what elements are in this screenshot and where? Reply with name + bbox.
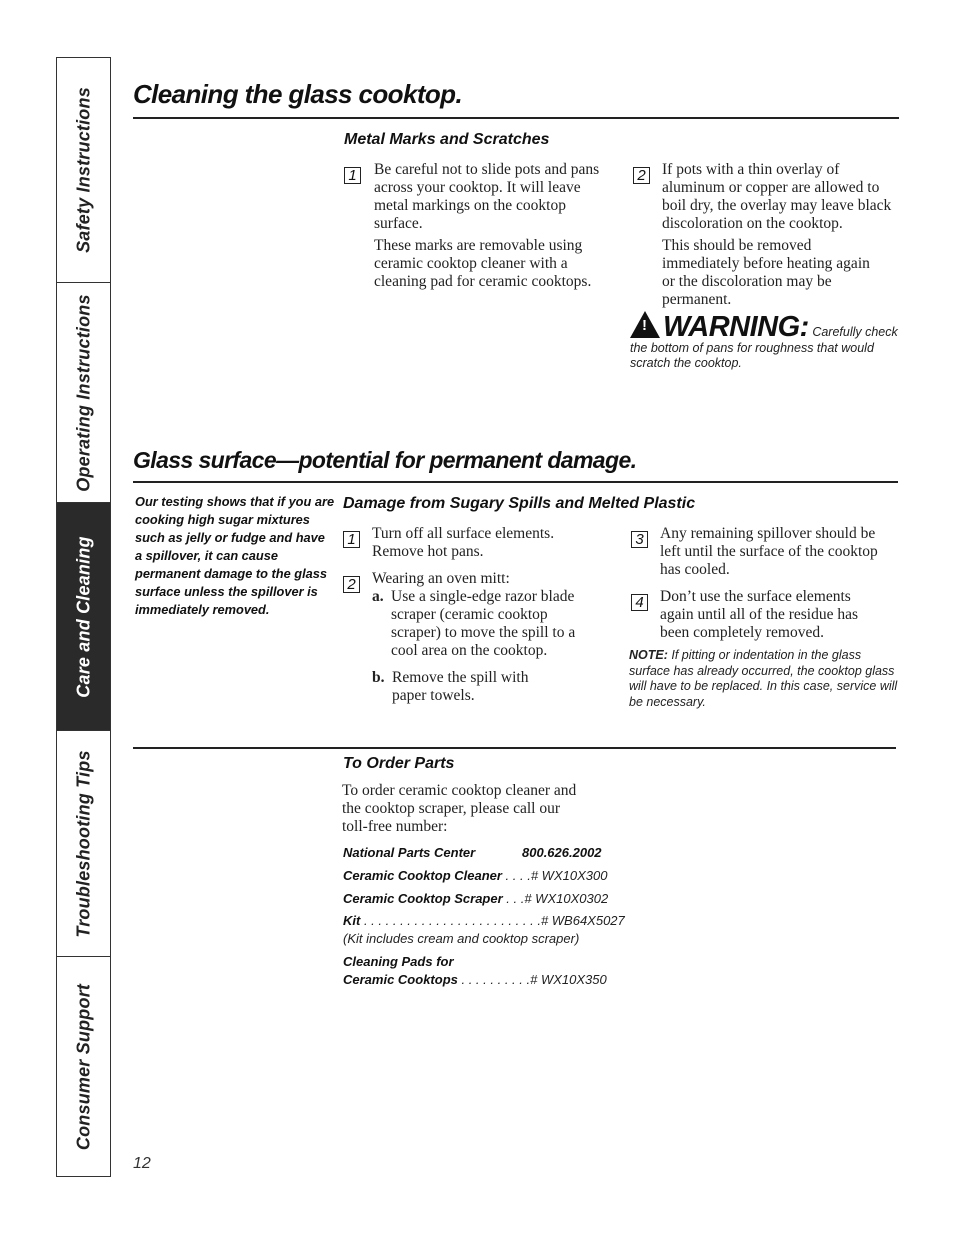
metal-marks-step-2 (662, 161, 898, 309)
step-number-1: 1 (344, 167, 361, 184)
parts-center-phone: 800.626.2002 (522, 845, 602, 860)
warning-text: Carefully check the bottom of pans for roughness that would scratch the cooktop. (630, 325, 898, 370)
section-tabs (56, 57, 111, 1177)
part-number: # WB64X5027 (540, 913, 625, 928)
tab-troubleshooting-tips[interactable]: Troubleshooting Tips (57, 731, 110, 957)
dot-leader: . . . (502, 891, 525, 906)
part-number: # WX10X350 (530, 972, 607, 987)
step-number-2: 2 (633, 167, 650, 184)
warning-box (630, 311, 902, 372)
sugar-warning-note: Our testing shows that if you are cooking high sugar mixtures such as jelly or fudge and have a spillover, it can cause permanent damage to the glass surface unless the spillover is immediately removed. (135, 494, 335, 617)
section3-rule (133, 747, 896, 749)
note-label: NOTE: (629, 648, 668, 662)
section-title-glass-surface: Glass surface—potential for permanent damage. (133, 447, 637, 473)
part-row (343, 891, 608, 906)
pads-row-line2 (343, 972, 607, 987)
step-number-1: 1 (343, 531, 360, 548)
part-name: Kit (343, 913, 361, 928)
parts-center-name: National Parts Center (343, 845, 476, 860)
step-number-3: 3 (631, 531, 648, 548)
tab-care-and-cleaning[interactable]: Care and Cleaning (57, 503, 110, 731)
spill-step-3: Any remaining spillover should be left until the surface of the cooktop has cooled. (660, 525, 878, 578)
step-number-4: 4 (631, 594, 648, 611)
warning-triangle-icon: ! (630, 311, 660, 338)
step-2-paragraph-2: This should be removed immediately before heating again or the discoloration may be permanent. (662, 237, 870, 308)
metal-marks-heading: Metal Marks and Scratches (344, 131, 550, 148)
warning-label: WARNING: (663, 311, 809, 343)
part-name: Ceramic Cooktop Scraper (343, 891, 503, 906)
page-title: Cleaning the glass cooktop. (133, 79, 463, 109)
tab-operating-instructions[interactable]: Operating Instructions (57, 283, 110, 503)
pads-row-line1 (343, 954, 454, 969)
spill-step-4: Don’t use the surface elements again until all of the residue has been completely removed. (660, 588, 858, 641)
dot-leader: . . . . . . . . . . (457, 972, 531, 987)
sub-step-a-text: Use a single-edge razor blade scraper (ceramic cooktop scraper) to move the spill to a cool area on the cooktop. (391, 588, 576, 659)
title-rule (133, 117, 899, 119)
spill-step-1: Turn off all surface elements. Remove hot pans. (372, 525, 555, 560)
section2-rule (133, 481, 898, 483)
note-text: If pitting or indentation in the glass surface has already occurred, the cooktop glass will have to be replaced. In this case, service will be necessary. (629, 648, 898, 709)
step-number-2: 2 (343, 576, 360, 593)
part-row (343, 868, 607, 883)
sub-step-b-label: b. (372, 669, 385, 686)
tab-safety-instructions[interactable]: Safety Instructions (57, 58, 110, 283)
parts-center-phone-cell (522, 845, 602, 860)
kit-note: (Kit includes cream and cooktop scraper) (343, 931, 580, 946)
pads-name-line1: Cleaning Pads for (343, 954, 454, 969)
parts-center-row (343, 845, 475, 860)
page-number: 12 (133, 1155, 151, 1172)
tab-consumer-support[interactable]: Consumer Support (73, 983, 93, 1150)
part-number: # WX10X0302 (524, 891, 609, 906)
pads-name-line2: Ceramic Cooktops (343, 972, 458, 987)
dot-leader: . . . . (501, 868, 531, 883)
step-2-paragraph: If pots with a thin overlay of aluminum or copper are allowed to boil dry, the overlay may leave black discoloration on the cooktop. (662, 161, 892, 232)
dot-leader: . . . . . . . . . . . . . . . . . . . . . . . . . (360, 913, 541, 928)
metal-marks-step-1 (374, 161, 614, 291)
sugary-spills-heading: Damage from Sugary Spills and Melted Plastic (343, 495, 696, 512)
sub-step-b-text: Remove the spill with paper towels. (392, 669, 529, 704)
damage-note (629, 648, 901, 710)
sub-step-a-label: a. (372, 588, 384, 605)
part-row (343, 913, 625, 928)
part-name: Ceramic Cooktop Cleaner (343, 868, 502, 883)
order-parts-intro: To order ceramic cooktop cleaner and the cooktop scraper, please call our toll-free number: (342, 782, 577, 835)
step-1-paragraph-2: These marks are removable using ceramic cooktop cleaner with a cleaning pad for ceramic cooktops. (374, 237, 592, 290)
step-1-paragraph: Be careful not to slide pots and pans across your cooktop. It will leave metal markings on the cooktop surface. (374, 161, 600, 232)
spill-step-2: Wearing an oven mitt: (372, 570, 510, 587)
part-number: # WX10X300 (530, 868, 608, 883)
order-parts-heading: To Order Parts (343, 755, 455, 772)
